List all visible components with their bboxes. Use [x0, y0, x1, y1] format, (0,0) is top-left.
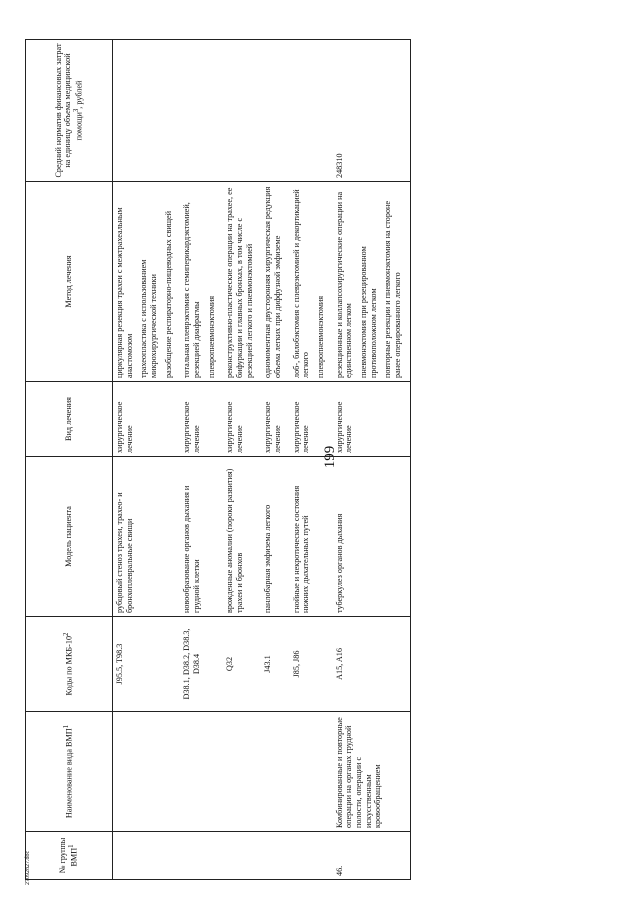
row-patient-model: рубцовый стеноз трахеи, трахео- и бронхоплевральные свищи	[113, 457, 181, 617]
treatment-method-item: тотальная плеврэктомия с гемиперикардэктомией, резекцией диафрагмы	[182, 202, 202, 378]
row-average-cost	[261, 40, 289, 182]
page-number: 199	[322, 445, 338, 469]
row-treatment-method	[333, 182, 411, 382]
header-vmp-name: Наименование вида ВМП$^1$	[26, 712, 113, 832]
table-row	[290, 40, 333, 880]
table-row	[180, 40, 223, 880]
header-average-cost: Средний норматив финансовых затрат на единицу объема медицинской помощи$^3$, рублей	[26, 40, 113, 182]
row-vmp-name	[261, 712, 289, 832]
row-group-number	[223, 832, 261, 880]
row-treatment-type: хирургическое лечение	[223, 382, 261, 457]
row-treatment-type: хирургическое лечение	[333, 382, 411, 457]
row-vmp-name: Комбинированные и повторные операции на органах грудной полости, операции с искусственным кровообращением	[333, 712, 411, 832]
table-row	[113, 40, 181, 880]
treatment-method-item: лоб-, билобэктомия с плеврэктомией и декортикацией легкого	[291, 189, 311, 378]
row-group-number	[180, 832, 223, 880]
row-vmp-name	[180, 712, 223, 832]
treatment-method-item: плевропневмонэктомия	[206, 295, 216, 378]
treatment-method-item: резекционные и коллапсохирургические операции на единственном легком	[334, 191, 354, 378]
row-group-number: 46.	[333, 832, 411, 880]
table-row	[261, 40, 289, 880]
row-treatment-method	[290, 182, 333, 382]
header-icd-codes: Коды по МКБ-$10^2$	[26, 617, 113, 712]
treatment-method-item: пневмонэктомия при резецированном противоположном легком	[359, 246, 378, 378]
row-average-cost	[113, 40, 181, 182]
row-patient-model: новообразование органов дыхания и грудной клетки	[180, 457, 223, 617]
treatment-method-item: трахеопластика с использованием микрохирургической техники	[139, 259, 159, 378]
row-patient-model: туберкулез органов дыхания	[333, 457, 411, 617]
row-treatment-type: хирургическое лечение	[113, 382, 181, 457]
row-average-cost	[180, 40, 223, 182]
row-treatment-type: хирургическое лечение	[261, 382, 289, 457]
row-patient-model: гнойные и некротические состояния нижних дыхательных путей	[290, 457, 333, 617]
row-average-cost	[290, 40, 333, 182]
footer-filename: 27092827.doc	[25, 850, 31, 885]
row-vmp-name	[223, 712, 261, 832]
row-treatment-method	[223, 182, 261, 382]
vmp-table	[25, 39, 411, 880]
row-icd-codes: J85, J86	[290, 617, 333, 712]
header-treatment-type: Вид лечения	[26, 382, 113, 457]
row-vmp-name	[113, 712, 181, 832]
header-patient-model: Модель пациента	[26, 457, 113, 617]
treatment-method-item: реконструктивно-пластические операции на трахее, ее бифуркации и главных бронхах, в том числе с резекцией легкого и пневмонэктомией	[225, 187, 254, 378]
treatment-method-item: плевропневмонэктомия	[316, 295, 326, 378]
row-treatment-method	[261, 182, 289, 382]
row-treatment-type: хирургическое лечение	[180, 382, 223, 457]
row-icd-codes: A15, A16	[333, 617, 411, 712]
row-vmp-name	[290, 712, 333, 832]
row-patient-model: врожденные аномалии (пороки развития) трахеи и бронхов	[223, 457, 261, 617]
table-row	[333, 40, 411, 880]
treatment-method-item: разобщение респираторно-пищеводных свищей	[163, 210, 173, 378]
row-icd-codes: Q32	[223, 617, 261, 712]
table-row	[223, 40, 261, 880]
row-treatment-method	[113, 182, 181, 382]
rotated-page	[25, 40, 567, 880]
treatment-method-item: одномоментная двусторонняя хирургическая редукция объема легких при диффузной эмфиземе	[263, 186, 283, 378]
header-group-number: № группы ВМП$^1$	[26, 832, 113, 880]
row-patient-model: панлобарная эмфизема легкого	[261, 457, 289, 617]
row-treatment-type: хирургическое лечение	[290, 382, 333, 457]
row-group-number	[261, 832, 289, 880]
row-group-number	[290, 832, 333, 880]
row-treatment-method	[180, 182, 223, 382]
table-header-row	[26, 40, 113, 880]
treatment-method-item: циркулярная резекция трахеи с межтрахеальным анастомозом	[115, 207, 134, 378]
treatment-method-item: повторные резекции и пневмонэктомия на стороне ранее оперированного легкого	[383, 200, 403, 378]
row-icd-codes: D38.1, D38.2, D38.3, D38.4	[180, 617, 223, 712]
row-icd-codes: J95.5, T98.3	[113, 617, 181, 712]
row-average-cost: 248310	[333, 40, 411, 182]
row-average-cost	[223, 40, 261, 182]
row-icd-codes: J43.1	[261, 617, 289, 712]
header-treatment-method: Метод лечения	[26, 182, 113, 382]
row-group-number	[113, 832, 181, 880]
